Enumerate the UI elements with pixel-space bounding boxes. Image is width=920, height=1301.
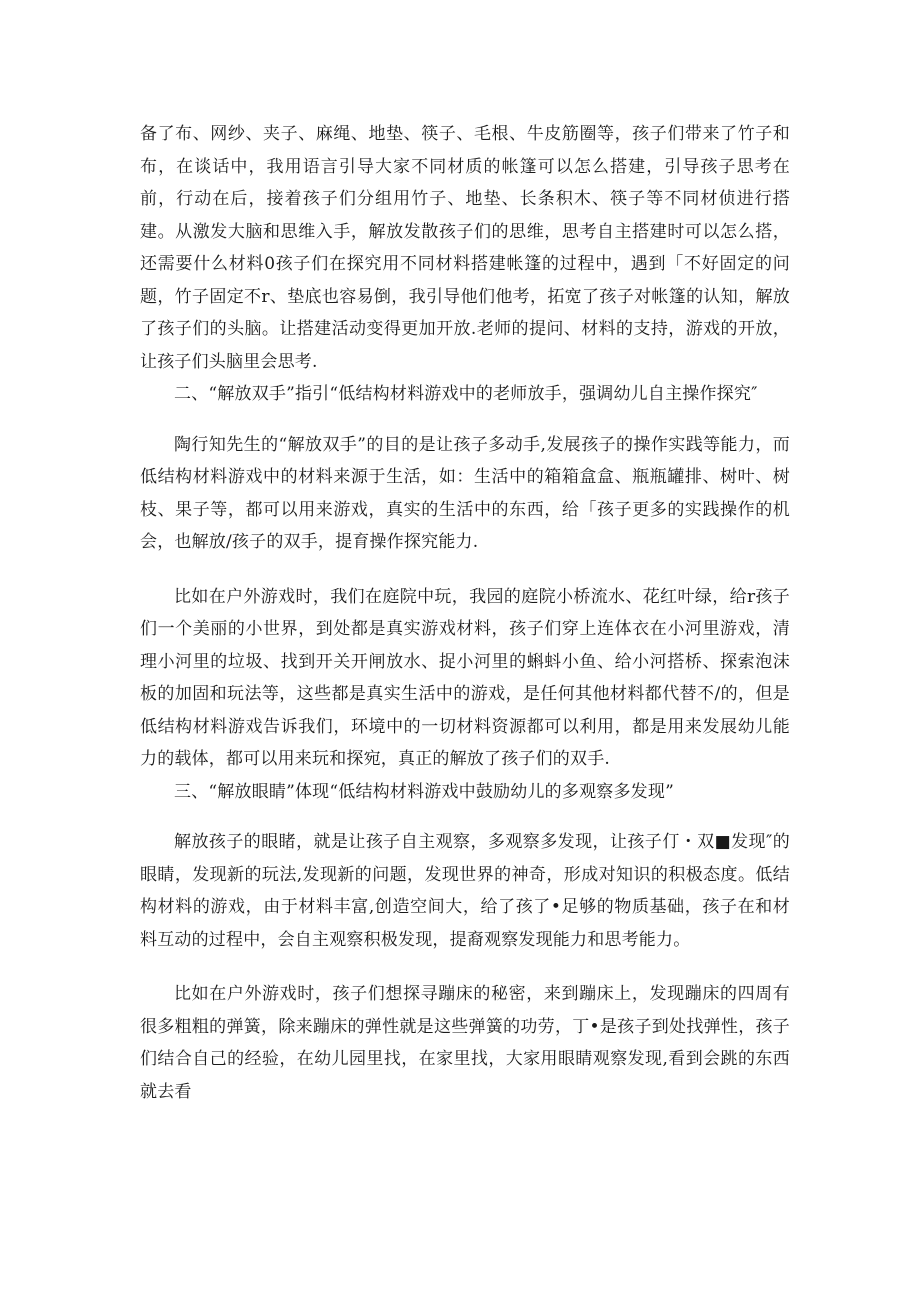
paragraph-free-hands: 陶行知先生的“解放双手”的目的是让孩子多动手,发展孩子的操作实践等能力，而低结构材料游戏中的材料来源于生活，如：生活中的箱箱盒盒、瓶瓶罐排、树叶、树枝、果子等，都可以用来游戏，真实的生活中的东西，给「孩子更多的实践操作的机会，也解放/孩子的双手，提育操作探究能力.: [140, 434, 790, 552]
paragraph-trampoline: 比如在户外游戏时，孩子们想探寻蹦床的秘密，来到蹦床上，发现蹦床的四周有很多粗粗的弹簧，除来蹦床的弹性就是这些弹簧的功劳，丁•是孩子到处找弹性，孩子们结合自己的经验，在幼儿园里找，在家里找，大家用眼睛观察发现,看到会跳的东西就去看: [140, 984, 790, 1102]
paragraph-free-eyes: 解放孩子的眼睹，就是让孩子自主观察，多观察多发现，让孩子仃・双■发现″的眼睛，发现新的玩法,发现新的问题，发现世界的神奇，形成对知识的积极态度。低结构材料的游戏，由于材料丰富,创造空间大，给了孩了•足够的物质基础，孩子在和材料互动的过程中，会自主观察积极发现，提裔观察发现能力和思考能力。: [140, 832, 790, 950]
paragraph-courtyard-play: 比如在户外游戏时，我们在庭院中玩，我园的庭院小桥流水、花红叶绿，给r孩子们一个美丽的小世界，到处都是真实游戏材料，孩子们穿上连体衣在小河里游戏，清理小河里的垃圾、找到开关开闸放水、捉小河里的蝌蚪小鱼、给小河搭桥、探索泡沫板的加固和玩法等，这些都是真实生活中的游戏，是任何其他材料都代替不/的，但是低结构材料游戏告诉我们，环境中的一切材料资源都可以利用，都是用来发展幼儿能力的载体，都可以用来玩和探宛，真正的解放了孩子们的双手.: [140, 586, 790, 769]
document-body: [140, 118, 790, 1108]
section-heading-two: 二、“解放双手”指引“低结构材料游戏中的老师放手，强调幼儿自主操作探究″: [174, 384, 758, 404]
section-heading-three: 三、“解放眼睛”体现“低结构材料游戏中鼓励幼儿的多观察多发现”: [174, 781, 674, 802]
paragraph-tent-building: 备了布、网纱、夹子、麻绳、地垫、筷子、毛根、牛皮筋圈等，孩子们带来了竹子和布，在谈话中，我用语言引导大家不同材质的帐篷可以怎么搭建，引导孩子思考在前，行动在后，接着孩子们分组用竹子、地垫、长条积木、筷子等不同材侦进行搭建。从激发大脑和思维入手，解放发散孩子们的思维，思考自主搭建时可以怎么搭，还需要什么材料0孩子们在探究用不同材料搭建帐篷的过程中，遇到「不好固定的问题，竹子固定不r、垫底也容易倒，我引导他们他考，拓宽了孩子对帐篷的认知，解放了孩子们的头脑。让搭建活动变得更加开放.老师的提问、材料的支持，游戏的开放，让孩子们头脑里会思考.: [140, 124, 790, 372]
